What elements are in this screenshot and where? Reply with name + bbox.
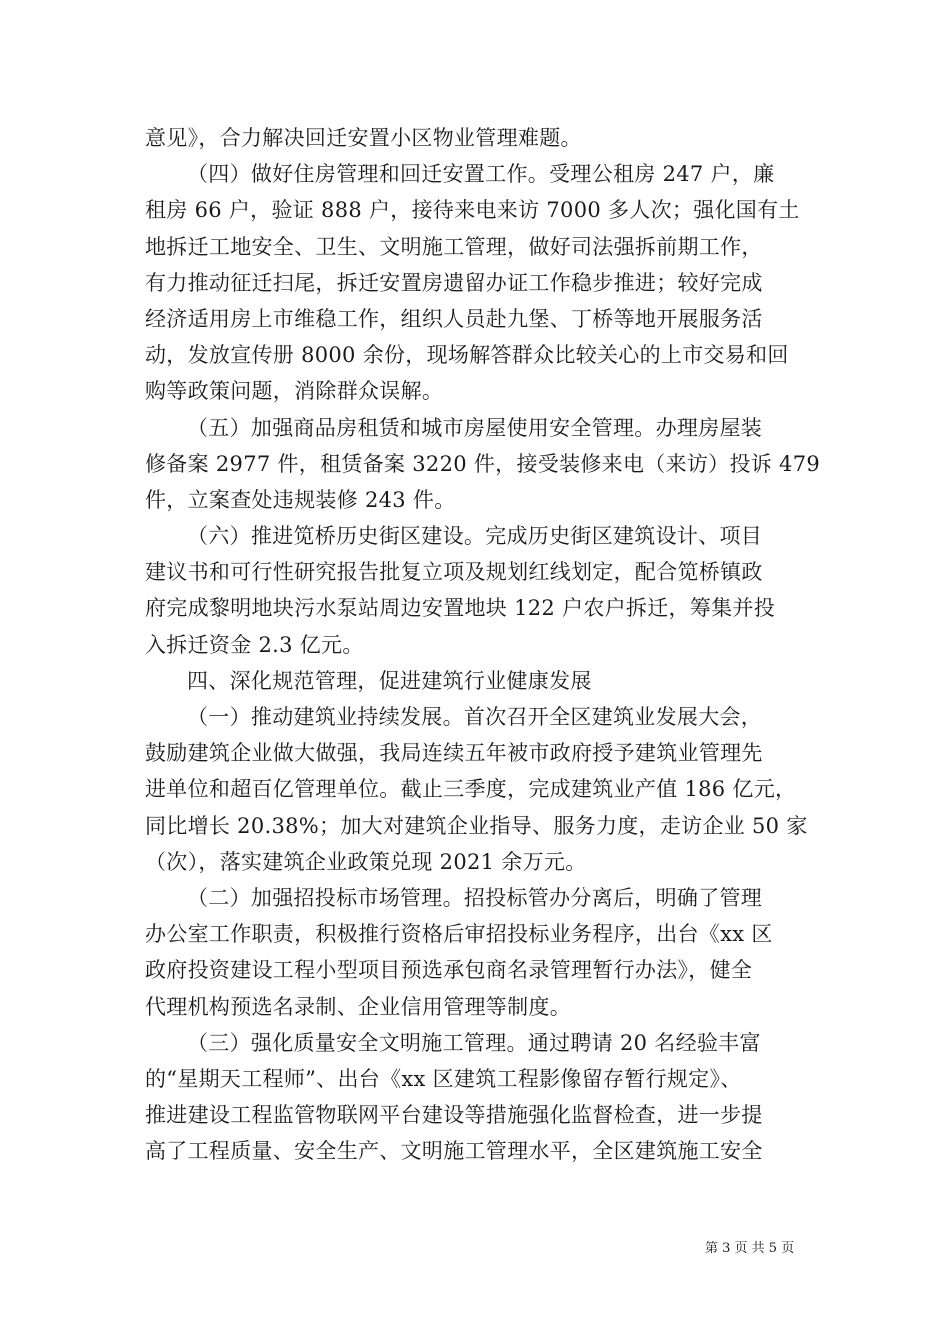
text-line: 件，立案查处违规装修 243 件。 — [145, 487, 456, 512]
text-line: （四）做好住房管理和回迁安置工作。受理公租房 247 户，廉 — [187, 162, 775, 187]
text-line: 府完成黎明地块污水泵站周边安置地块 122 户农户拆迁，筹集并投 — [145, 596, 776, 621]
text-line: （五）加强商品房租赁和城市房屋使用安全管理。办理房屋装 — [187, 415, 763, 440]
text-line: 购等政策问题，消除群众误解。 — [145, 379, 444, 404]
text-line: 代理机构预选名录制、企业信用管理等制度。 — [145, 994, 571, 1019]
page-number: 第 3 页 共 5 页 — [705, 1241, 795, 1256]
text-line: 同比增长 20.38%；加大对建筑企业指导、服务力度，走访企业 50 家 — [145, 813, 808, 838]
text-line: （三）强化质量安全文明施工管理。通过聘请 20 名经验丰富 — [187, 1030, 761, 1055]
text-line: 政府投资建设工程小型项目预选承包商名录管理暂行办法》，健全 — [145, 958, 753, 983]
text-line: 推进建设工程监管物联网平台建设等措施强化监督检查，进一步提 — [145, 1103, 763, 1128]
text-line: 动，发放宣传册 8000 余份，现场解答群众比较关心的上市交易和回 — [145, 343, 789, 368]
text-line: 经济适用房上市维稳工作，组织人员赴九堡、丁桥等地开展服务活 — [145, 306, 763, 331]
text-line: 建议书和可行性研究报告批复立项及规划红线划定，配合笕桥镇政 — [145, 560, 763, 585]
text-line: 有力推动征迁扫尾，拆迁安置房遗留办证工作稳步推进；较好完成 — [145, 270, 763, 295]
text-line: 鼓励建筑企业做大做强，我局连续五年被市政府授予建筑业管理先 — [145, 741, 763, 766]
text-line: 入拆迁资金 2.3 亿元。 — [145, 632, 364, 657]
text-line: 地拆迁工地安全、卫生、文明施工管理，做好司法强拆前期工作， — [145, 234, 763, 259]
text-line: 的“星期天工程师”、出台《xx 区建筑工程影像留存暂行规定》、 — [145, 1066, 742, 1091]
text-line: （二）加强招投标市场管理。招投标管办分离后，明确了管理 — [187, 885, 763, 910]
document-body — [145, 120, 821, 1169]
text-line: 四、深化规范管理，促进建筑行业健康发展 — [187, 668, 592, 693]
text-line: （一）推动建筑业持续发展。首次召开全区建筑业发展大会， — [187, 705, 763, 729]
text-line: （次），落实建筑企业政策兑现 2021 余万元。 — [145, 849, 587, 874]
text-line: 进单位和超百亿管理单位。截止三季度，完成建筑业产值 186 亿元， — [145, 777, 797, 802]
text-line: 租房 66 户，验证 888 户，接待来电来访 7000 多人次；强化国有土 — [145, 198, 800, 223]
text-line: 意见》，合力解决回迁安置小区物业管理难题。 — [145, 126, 582, 150]
text-line: （六）推进笕桥历史街区建设。完成历史街区建筑设计、项目 — [187, 524, 763, 549]
text-line: 高了工程质量、安全生产、文明施工管理水平，全区建筑施工安全 — [145, 1139, 763, 1164]
text-line: 办公室工作职责，积极推行资格后审招投标业务程序，出台《xx 区 — [145, 922, 773, 947]
text-line: 修备案 2977 件，租赁备案 3220 件，接受装修来电（来访）投诉 479 — [145, 451, 821, 476]
